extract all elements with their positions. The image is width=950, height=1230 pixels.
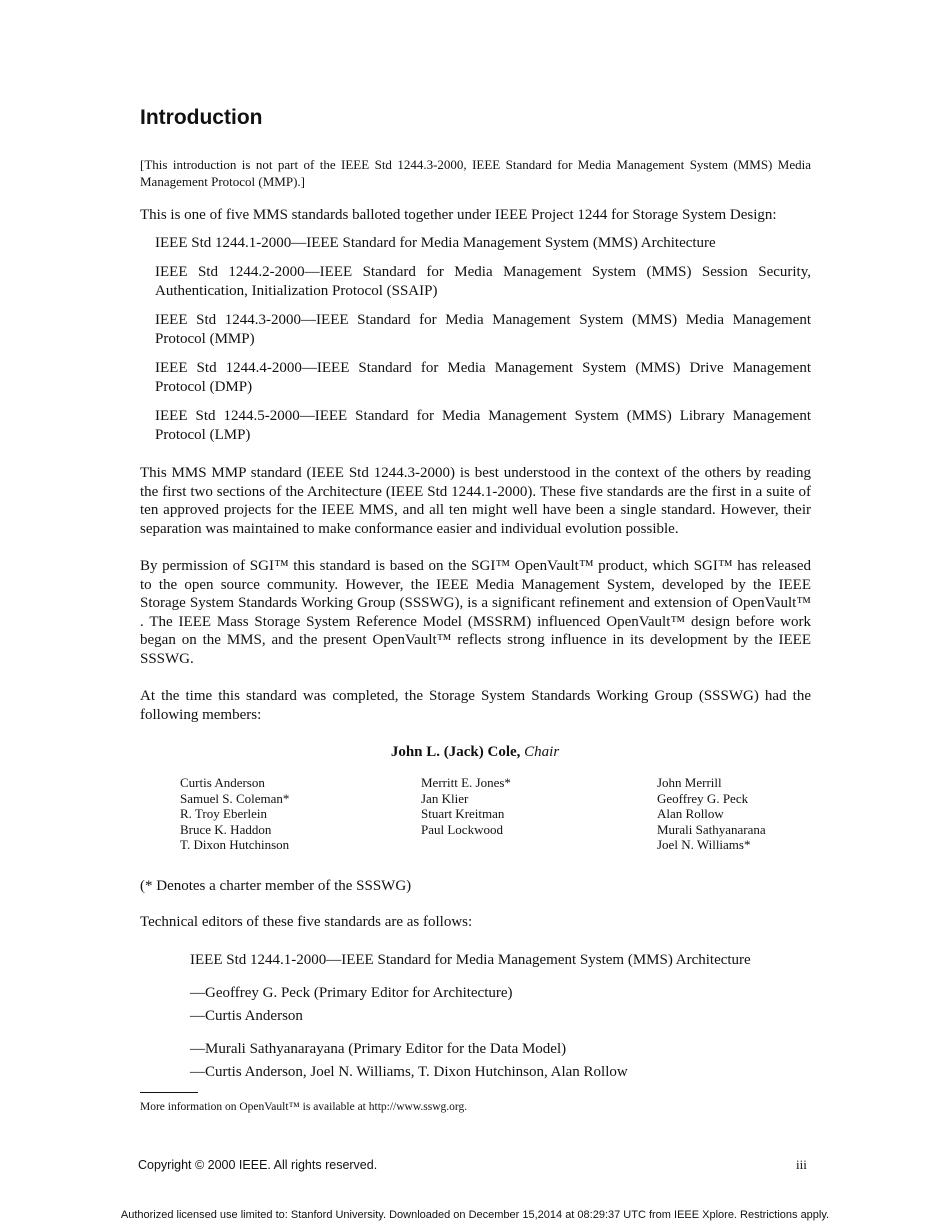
member-name: Geoffrey G. Peck — [657, 790, 749, 806]
member-name: Stuart Kreitman — [421, 806, 505, 821]
member-name: Paul Lockwood — [421, 821, 503, 837]
page-title: Introduction — [140, 106, 263, 129]
standard-item-5: IEEE Std 1244.5-2000—IEEE Standard for Media Management System (MMS) Library Management Protocol (LMP) — [155, 408, 811, 443]
editor-line: —Geoffrey G. Peck (Primary Editor for Architecture) — [190, 985, 513, 1001]
editor-line: —Murali Sathyanarayana (Primary Editor for the Data Model) — [190, 1041, 567, 1057]
editor-line: —Curtis Anderson — [190, 1008, 303, 1024]
editors-standard: IEEE Std 1244.1-2000—IEEE Standard for Media Management System (MMS) Architecture — [190, 952, 751, 968]
members-column-3 — [657, 775, 766, 853]
editors-intro: Technical editors of these five standards are as follows: — [140, 914, 473, 930]
disclaimer-note: [This introduction is not part of the IEEE Std 1244.3-2000, IEEE Standard for Media Management System (MMS) Media Management Protocol (MMP).] — [140, 157, 811, 189]
context-paragraph: This MMS MMP standard (IEEE Std 1244.3-2000) is best understood in the context of the others by reading the first two sections of the Architecture (IEEE Std 1244.1-2000). These five standards are the first in a suite of ten approved projects for the IEEE MMS, and all ten might well have been a single standard. However, their separation was maintained to make conformance easier and individual evolution possible. — [140, 465, 811, 537]
members-column-2 — [421, 775, 511, 837]
member-name: Bruce K. Haddon — [180, 821, 272, 837]
members-column-1 — [180, 775, 289, 853]
sgi-paragraph: By permission of SGI™ this standard is based on the SGI™ OpenVault™ product, which SGI™ has released to the open source community. However, the IEEE Media Management System, developed by the IEEE Storage System Standards Working Group (SSSWG), is a significant refinement and extension of OpenVault™ . The IEEE Mass Storage System Reference Model (MSSRM) influenced OpenVault™ design before work began on the MMS, and the present OpenVault™ reflects strong influence in its development by the IEEE SSSWG. — [140, 558, 811, 667]
charter-note: (* Denotes a charter member of the SSSWG) — [140, 878, 412, 894]
member-name: Jan Klier — [421, 790, 469, 806]
intro-paragraph: This is one of five MMS standards balloted together under IEEE Project 1244 for Storage System Design: — [140, 207, 777, 223]
copyright-notice: Copyright © 2000 IEEE. All rights reserved. — [138, 1158, 378, 1172]
member-name: Alan Rollow — [657, 806, 724, 821]
footnote: More information on OpenVault™ is available at http://www.sswg.org. — [140, 1101, 468, 1113]
license-notice: Authorized licensed use limited to: Stanford University. Downloaded on December 15,2014 at 08:29:37 UTC from IEEE Xplore. Restrictions apply. — [120, 1209, 830, 1221]
members-intro-paragraph: At the time this standard was completed, the Storage System Standards Working Group (SSSWG) had the following members: — [140, 688, 811, 723]
standard-item-1: IEEE Std 1244.1-2000—IEEE Standard for Media Management System (MMS) Architecture — [155, 235, 716, 251]
standard-item-4: IEEE Std 1244.4-2000—IEEE Standard for Media Management System (MMS) Drive Management Protocol (DMP) — [155, 360, 811, 395]
member-name: Murali Sathyanarana — [657, 821, 766, 837]
member-name: Joel N. Williams* — [657, 837, 751, 852]
standard-item-2: IEEE Std 1244.2-2000—IEEE Standard for Media Management System (MMS) Session Security, Authentication, Initialization Protocol (SSAIP) — [155, 264, 811, 299]
standard-item-3: IEEE Std 1244.3-2000—IEEE Standard for Media Management System (MMS) Media Management Protocol (MMP) — [155, 312, 811, 347]
editor-line: —Curtis Anderson, Joel N. Williams, T. Dixon Hutchinson, Alan Rollow — [190, 1064, 628, 1080]
chair-name: John L. (Jack) Cole, — [390, 744, 521, 760]
member-name: Curtis Anderson — [180, 775, 265, 790]
member-name: John Merrill — [657, 775, 722, 790]
chair-role: Chair — [524, 744, 560, 760]
member-name: Samuel S. Coleman* — [180, 790, 290, 806]
member-name: T. Dixon Hutchinson — [180, 837, 290, 852]
member-name: R. Troy Eberlein — [180, 806, 268, 821]
editors-list — [190, 949, 830, 1084]
page-number: iii — [796, 1157, 807, 1172]
footnote-divider — [140, 1092, 198, 1093]
member-name: Merritt E. Jones* — [421, 775, 511, 790]
chair-line — [0, 744, 950, 761]
standards-list — [155, 234, 811, 455]
